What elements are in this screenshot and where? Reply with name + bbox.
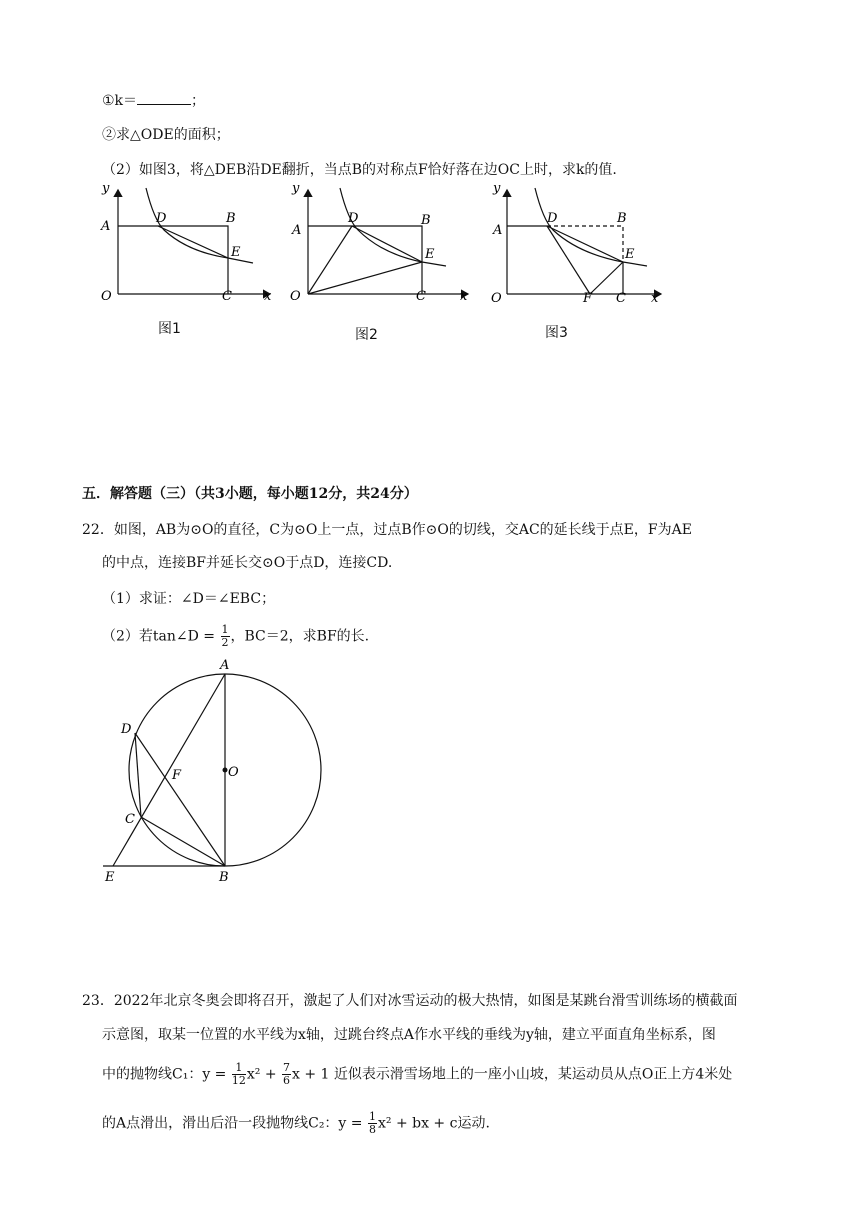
- svg-text:C: C: [416, 289, 426, 304]
- q23-text: 中的抛物线C₁：y =: [102, 1066, 227, 1083]
- fraction: [221, 624, 230, 649]
- svg-text:A: A: [493, 223, 503, 238]
- q22-part1: （1）求证：∠D＝∠EBC；: [102, 591, 276, 607]
- fraction-denominator: 12: [231, 1074, 246, 1087]
- svg-text:y: y: [292, 181, 300, 196]
- figure-2: [288, 180, 473, 310]
- svg-text:E: E: [231, 245, 241, 260]
- q23-line4: [102, 1111, 490, 1136]
- fraction: [368, 1111, 377, 1136]
- svg-text:E: E: [105, 870, 115, 885]
- q23-text: x + 1 近似表示滑雪场地上的一座小山坡，某运动员从点O正上方4米处: [292, 1066, 733, 1083]
- q22-part2: [102, 624, 369, 649]
- figure-3-caption: 图3: [545, 325, 568, 341]
- q22-line2: 的中点，连接BF并延长交⊙O于点D，连接CD.: [102, 555, 393, 571]
- svg-text:A: A: [220, 658, 230, 673]
- svg-text:F: F: [172, 768, 182, 783]
- figure-3: [487, 180, 667, 310]
- section-heading: 五．解答题（三）（共3小题，每小题12分，共24分）: [82, 486, 418, 502]
- svg-text:D: D: [348, 211, 359, 226]
- q23-line3: [102, 1062, 732, 1087]
- svg-text:C: C: [616, 291, 626, 306]
- fraction: [282, 1062, 291, 1087]
- fraction-numerator: 7: [283, 1061, 291, 1074]
- q23-line2: 示意图，取某一位置的水平线为x轴，过跳台终点A作水平线的垂线为y轴，建立平面直角坐标系，图: [102, 1027, 716, 1043]
- q21-part2: （2）如图3，将△DEB沿DE翻折，当点B的对称点F恰好落在边OC上时，求k的值.: [102, 162, 617, 178]
- svg-text:O: O: [491, 291, 502, 306]
- svg-text:O: O: [101, 289, 112, 304]
- svg-text:x: x: [460, 289, 468, 304]
- q22-part2-text: （2）若tan∠D =: [102, 628, 216, 645]
- svg-text:C: C: [222, 289, 232, 304]
- q23-text: 的A点滑出，滑出后沿一段抛物线C₂：y =: [102, 1115, 363, 1132]
- q22-circle-figure: [95, 655, 335, 885]
- q21-item1: [102, 90, 205, 111]
- q22-line1: 22．如图，AB为⊙O的直径，C为⊙O上一点，过点B作⊙O的切线，交AC的延长线于点E，F为AE: [82, 522, 692, 538]
- svg-text:D: D: [121, 722, 132, 737]
- svg-text:C: C: [125, 812, 135, 827]
- answer-blank[interactable]: [137, 90, 191, 105]
- fraction-denominator: 6: [283, 1074, 291, 1087]
- svg-text:E: E: [425, 247, 435, 262]
- figure-2-caption: 图2: [355, 327, 378, 343]
- fraction-numerator: 1: [232, 1062, 246, 1075]
- fraction-numerator: 1: [221, 623, 229, 636]
- svg-text:B: B: [226, 211, 236, 226]
- svg-text:x: x: [264, 289, 272, 304]
- svg-text:y: y: [102, 181, 110, 196]
- q21-item1-label: ①k＝: [102, 93, 138, 109]
- fraction: [232, 1062, 246, 1087]
- svg-text:D: D: [547, 211, 558, 226]
- fraction-denominator: 2: [221, 636, 229, 649]
- q23-text: x² + bx + c运动.: [377, 1115, 490, 1132]
- svg-text:E: E: [625, 247, 635, 262]
- svg-text:y: y: [493, 181, 501, 196]
- q22-part2-text: ，BC＝2，求BF的长.: [230, 628, 370, 645]
- fraction-numerator: 1: [368, 1110, 376, 1123]
- svg-text:B: B: [421, 213, 431, 228]
- figure-1-caption: 图1: [158, 321, 181, 337]
- q21-item1-end: ；: [191, 93, 206, 109]
- svg-text:A: A: [101, 219, 111, 234]
- svg-text:x: x: [651, 291, 659, 306]
- svg-text:B: B: [219, 870, 229, 885]
- q23-text: x² +: [246, 1066, 277, 1083]
- figure-1: [98, 180, 278, 310]
- svg-text:O: O: [228, 765, 239, 780]
- svg-text:O: O: [290, 289, 301, 304]
- svg-text:D: D: [156, 211, 167, 226]
- svg-text:F: F: [583, 291, 593, 306]
- q23-line1: 23．2022年北京冬奥会即将召开，激起了人们对冰雪运动的极大热情，如图是某跳台滑雪训练场的横截面: [82, 993, 738, 1009]
- fraction-denominator: 8: [368, 1123, 376, 1136]
- q21-item2: ②求△ODE的面积；: [102, 127, 230, 143]
- svg-text:A: A: [292, 223, 302, 238]
- svg-text:B: B: [617, 211, 627, 226]
